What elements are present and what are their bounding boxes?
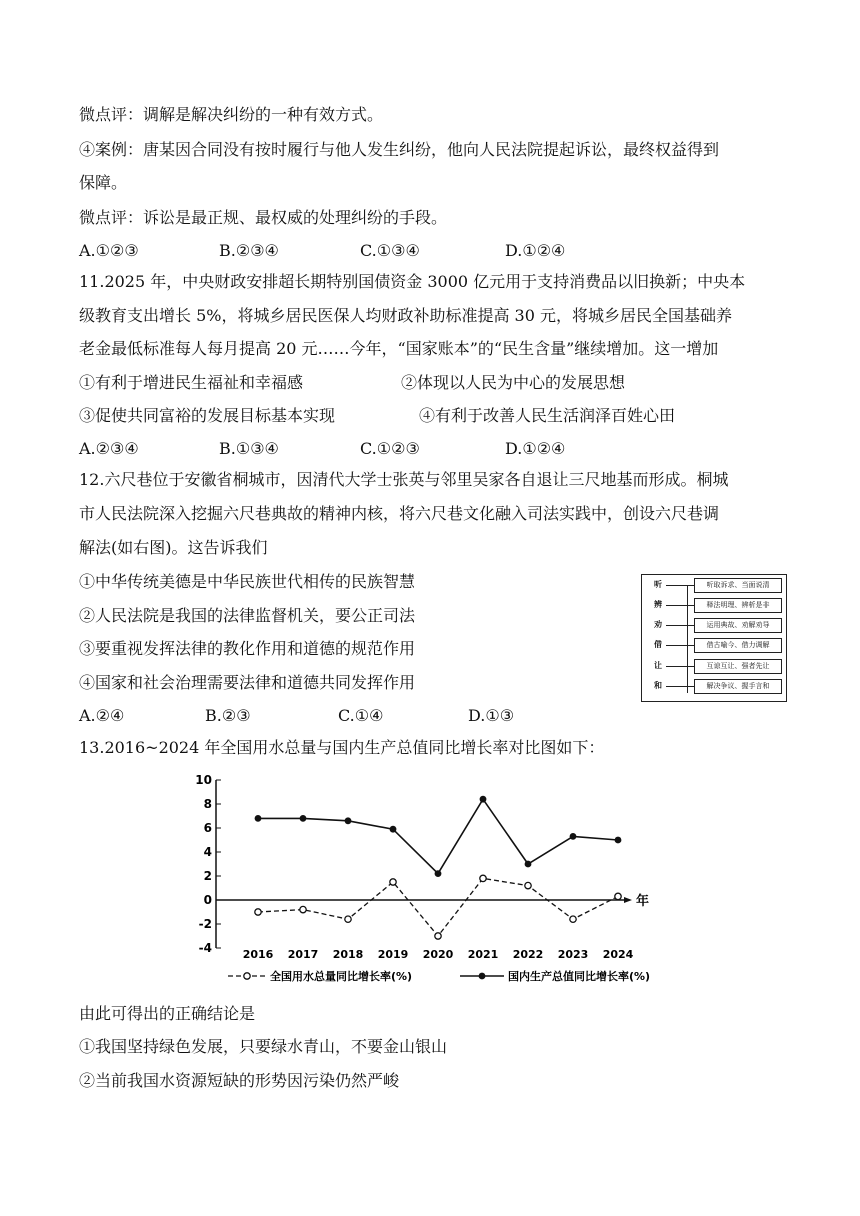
q13-prompt: 由此可得出的正确结论是 (79, 1004, 256, 1023)
y-tick-label: -4 (198, 941, 212, 955)
q12-option-1: ①中华传统美德是中华民族世代相传的民族智慧 (79, 572, 416, 591)
gdp-point (480, 796, 487, 803)
series-line-water (258, 878, 618, 936)
x-tick-label: 2020 (422, 948, 454, 961)
x-axis-unit: 年 (636, 894, 650, 909)
water-point (255, 909, 261, 915)
q10-comment-4: 微点评：诉讼是最正规、最权威的处理纠纷的手段。 (79, 208, 448, 227)
q12-option-2: ②人民法院是我国的法律监督机关，要公正司法 (79, 606, 416, 625)
y-tick-label: 8 (203, 797, 212, 811)
q11-stem-2: 级教育支出增长 5%，将城乡居民医保人均财政补助标准提高 30 元，将城乡居民全国基础养 (79, 306, 733, 325)
q10-choice-d: D.①②④ (505, 241, 566, 260)
water-point (300, 906, 306, 912)
q11-choice-d: D.①②④ (505, 439, 566, 458)
diagram-step-box: 借古喻今、借力调解 (694, 638, 782, 653)
x-tick-label: 2023 (557, 948, 589, 961)
q11-stem-1: 11.2025 年，中央财政安排超长期特别国债资金 3000 亿元用于支持消费品以旧换新；中央本 (79, 272, 746, 291)
diagram-step-char: 和 (654, 681, 662, 690)
gdp-point (255, 815, 262, 822)
q11-option-4: ④有利于改善人民生活润泽百姓心田 (419, 406, 676, 425)
q10-comment-1: 微点评：调解是解决纠纷的一种有效方式。 (79, 105, 384, 124)
diagram-step-char: 听 (654, 580, 662, 589)
gdp-point (390, 826, 397, 833)
water-point (345, 916, 351, 922)
y-tick-label: 4 (203, 845, 212, 859)
water-point (390, 879, 396, 885)
gdp-point (570, 833, 577, 840)
q12-option-3: ③要重视发挥法律的教化作用和道德的规范作用 (79, 639, 416, 658)
diagram-step-box: 互谅互让、强者先让 (694, 659, 782, 674)
q12-choice-b: B.②③ (205, 706, 251, 725)
q13-option-1: ①我国坚持绿色发展，只要绿水青山，不要金山银山 (79, 1037, 448, 1056)
y-tick-label: -2 (198, 917, 212, 931)
x-tick-label: 2024 (602, 948, 634, 961)
water-point (525, 882, 531, 888)
q12-stem-2: 市人民法院深入挖掘六尺巷典故的精神内核，将六尺巷文化融入司法实践中，创设六尺巷调 (79, 504, 720, 523)
y-tick-label: 10 (195, 773, 212, 787)
q11-choice-b: B.①③④ (219, 439, 279, 458)
diagram-step-box: 听取诉求、当面说清 (694, 578, 782, 593)
y-tick-label: 6 (203, 821, 212, 835)
diagram-step-char: 辨 (654, 600, 662, 609)
q10-case-4: ④案例：唐某因合同没有按时履行与他人发生纠纷，他向人民法院提起诉讼，最终权益得到 (79, 140, 720, 159)
diagram-step-char: 劝 (654, 620, 662, 629)
x-tick-label: 2022 (512, 948, 544, 961)
diagram-step-char: 让 (654, 661, 662, 670)
water-point (480, 875, 486, 881)
legend-gdp-marker (479, 973, 486, 980)
q12-choice-a: A.②④ (79, 706, 125, 725)
y-tick-label: 2 (203, 869, 212, 883)
x-axis-arrow (624, 897, 632, 903)
legend-water-marker (244, 973, 250, 979)
q13-option-2: ②当前我国水资源短缺的形势因污染仍然严峻 (79, 1071, 400, 1090)
x-tick-label: 2021 (467, 948, 499, 961)
diagram-step-box: 运用典故、劝解劝导 (694, 618, 782, 633)
x-tick-label: 2018 (332, 948, 364, 961)
legend-water-label: 全国用水总量同比增长率(%) (270, 970, 413, 983)
q10-choice-c: C.①③④ (360, 241, 420, 260)
diagram-connector-bar (687, 585, 688, 693)
q11-option-3: ③促使共同富裕的发展目标基本实现 (79, 406, 336, 425)
q11-choice-a: A.②③④ (79, 439, 139, 458)
water-point (570, 916, 576, 922)
q10-choice-a: A.①②③ (79, 241, 139, 260)
q12-option-4: ④国家和社会治理需要法律和道德共同发挥作用 (79, 673, 416, 692)
q10-choice-b: B.②③④ (219, 241, 279, 260)
water-point (435, 933, 441, 939)
q11-stem-3: 老金最低标准每人每月提高 20 元……今年，“国家账本”的“民生含量”继续增加。这一增加 (79, 339, 719, 358)
x-tick-label: 2019 (377, 948, 409, 961)
x-tick-label: 2017 (287, 948, 319, 961)
diagram-step-box: 释法明理、辨析是非 (694, 598, 782, 613)
mediation-method-diagram (641, 574, 787, 702)
diagram-step-box: 解决争议、握手言和 (694, 679, 782, 694)
growth-rate-line-chart (188, 768, 678, 990)
q12-stem-1: 12.六尺巷位于安徽省桐城市，因清代大学士张英与邻里吴家各自退让三尺地基而形成。桐城 (79, 470, 729, 489)
diagram-step-char: 借 (654, 640, 662, 649)
q13-stem: 13.2016~2024 年全国用水总量与国内生产总值同比增长率对比图如下： (79, 738, 605, 757)
x-tick-label: 2016 (242, 948, 274, 961)
legend-gdp-label: 国内生产总值同比增长率(%) (508, 970, 651, 983)
gdp-point (345, 817, 352, 824)
q11-option-1: ①有利于增进民生福祉和幸福感 (79, 373, 304, 392)
gdp-point (525, 861, 532, 868)
water-point (615, 893, 621, 899)
q11-choice-c: C.①②③ (360, 439, 420, 458)
q12-choice-d: D.①③ (468, 706, 515, 725)
q11-option-2: ②体现以人民为中心的发展思想 (401, 373, 626, 392)
y-tick-label: 0 (203, 893, 212, 907)
gdp-point (615, 837, 622, 844)
q12-stem-3: 解法(如右图)。这告诉我们 (79, 538, 268, 557)
series-line-gdp (258, 799, 618, 873)
gdp-point (435, 870, 442, 877)
q12-choice-c: C.①④ (338, 706, 384, 725)
gdp-point (300, 815, 307, 822)
q10-case-4-cont: 保障。 (79, 173, 128, 192)
